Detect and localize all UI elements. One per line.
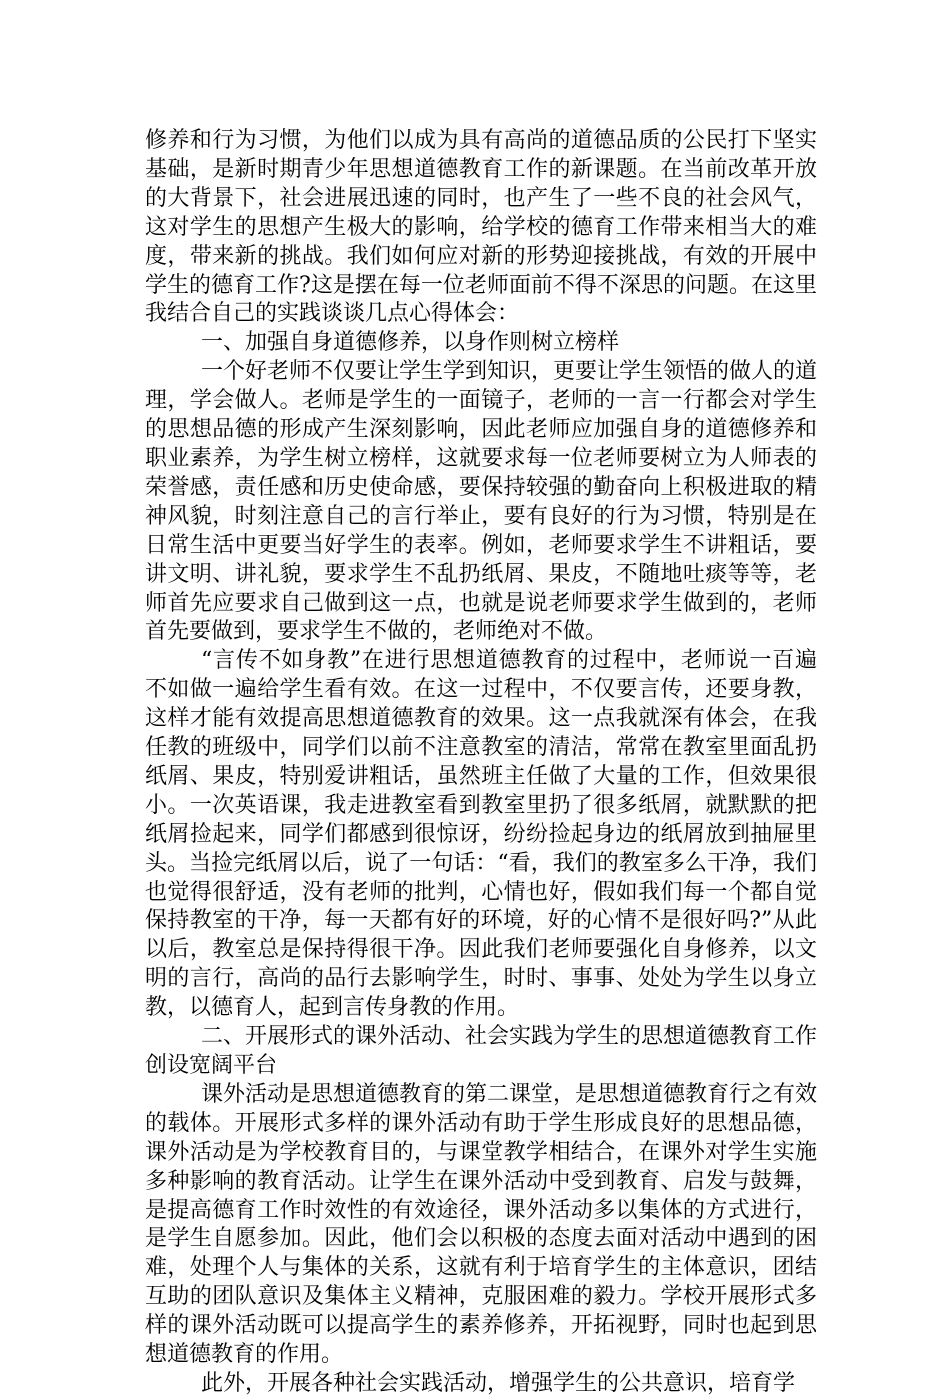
body-paragraph: 修养和行为习惯，为他们以成为具有高尚的道德品质的公民打下坚实基础，是新时期青少年思想道德教育工作的新课题。在当前改革开放的大背景下，社会进展迅速的同时，也产生了一些不良的社会风气，这对学生的思想产生极大的影响，给学校的德育工作带来相当大的难度，带来新的挑战。我们如何应对新的形势迎接挑战，有效的开展中学生的德育工作?这是摆在每一位老师面前不得不深思的问题。在这里我结合自己的实践谈谈几点心得体会： [145, 128, 817, 327]
body-paragraph: “言传不如身教”在进行思想道德教育的过程中，老师说一百遍不如做一遍给学生看有效。在这一过程中，不仅要言传，还要身教，这样才能有效提高思想道德教育的效果。这一点我就深有体会，在我任教的班级中，同学们以前不注意教室的清洁，常常在教室里面乱扔纸屑、果皮，特别爱讲粗话，虽然班主任做了大量的工作，但效果很小。一次英语课，我走进教室看到教室里扔了很多纸屑，就默默的把纸屑捡起来，同学们都感到很惊讶，纷纷捡起身边的纸屑放到抽屉里头。当捡完纸屑以后，说了一句话：“看，我们的教室多么干净，我们也觉得很舒适，没有老师的批判，心情也好，假如我们每一个都自觉保持教室的干净，每一天都有好的环境，好的心情不是很好吗?”从此以后，教室总是保持得很干净。因此我们老师要强化自身修养，以文明的言行，高尚的品行去影响学生，时时、事事、处处为学生以身立教，以德育人，起到言传身教的作用。 [145, 648, 817, 1021]
section-heading: 二、开展形式的课外活动、社会实践为学生的思想道德教育工作创设宽阔平台 [145, 1024, 818, 1078]
document-body [145, 127, 817, 1399]
body-paragraph: 一个好老师不仅要让学生学到知识，更要让学生领悟的做人的道理，学会做人。老师是学生的一面镜子，老师的一言一行都会对学生的思想品德的形成产生深刻影响，因此老师应加强自身的道德修养和职业素养，为学生树立榜样，这就要求每一位老师要树立为人师表的荣誉感，责任感和历史使命感，要保持较强的勤奋向上积极进取的精神风貌，时刻注意自己的言行举止，要有良好的行为习惯，特别是在日常生活中更要当好学生的表率。例如，老师要求学生不讲粗话，要讲文明、讲礼貌，要求学生不乱扔纸屑、果皮，不随地吐痰等等，老师首先应要求自己做到这一点，也就是说老师要求学生做到的，老师首先要做到，要求学生不做的，老师绝对不做。 [145, 359, 818, 645]
section-heading: 一、加强自身道德修养，以身作则树立榜样 [201, 330, 620, 356]
body-paragraph: 课外活动是思想道德教育的第二课堂，是思想道德教育行之有效的载体。开展形式多样的课外活动有助于学生形成良好的思想品德，课外活动是为学校教育目的，与课堂教学相结合，在课外对学生实施多种影响的教育活动。让学生在课外活动中受到教育、启发与鼓舞，是提高德育工作时效性的有效途径，课外活动多以集体的方式进行，是学生自愿参加。因此，他们会以积极的态度去面对活动中遇到的困难，处理个人与集体的关系，这就有利于培育学生的主体意识，团结互助的团队意识及集体主义精神，克服困难的毅力。学校开展形式多样的课外活动既可以提高学生的素养修养，开拓视野，同时也起到思想道德教育的作用。 [145, 1081, 818, 1368]
body-paragraph: 此外，开展各种社会实践活动，增强学生的公共意识，培育学 [201, 1370, 796, 1396]
